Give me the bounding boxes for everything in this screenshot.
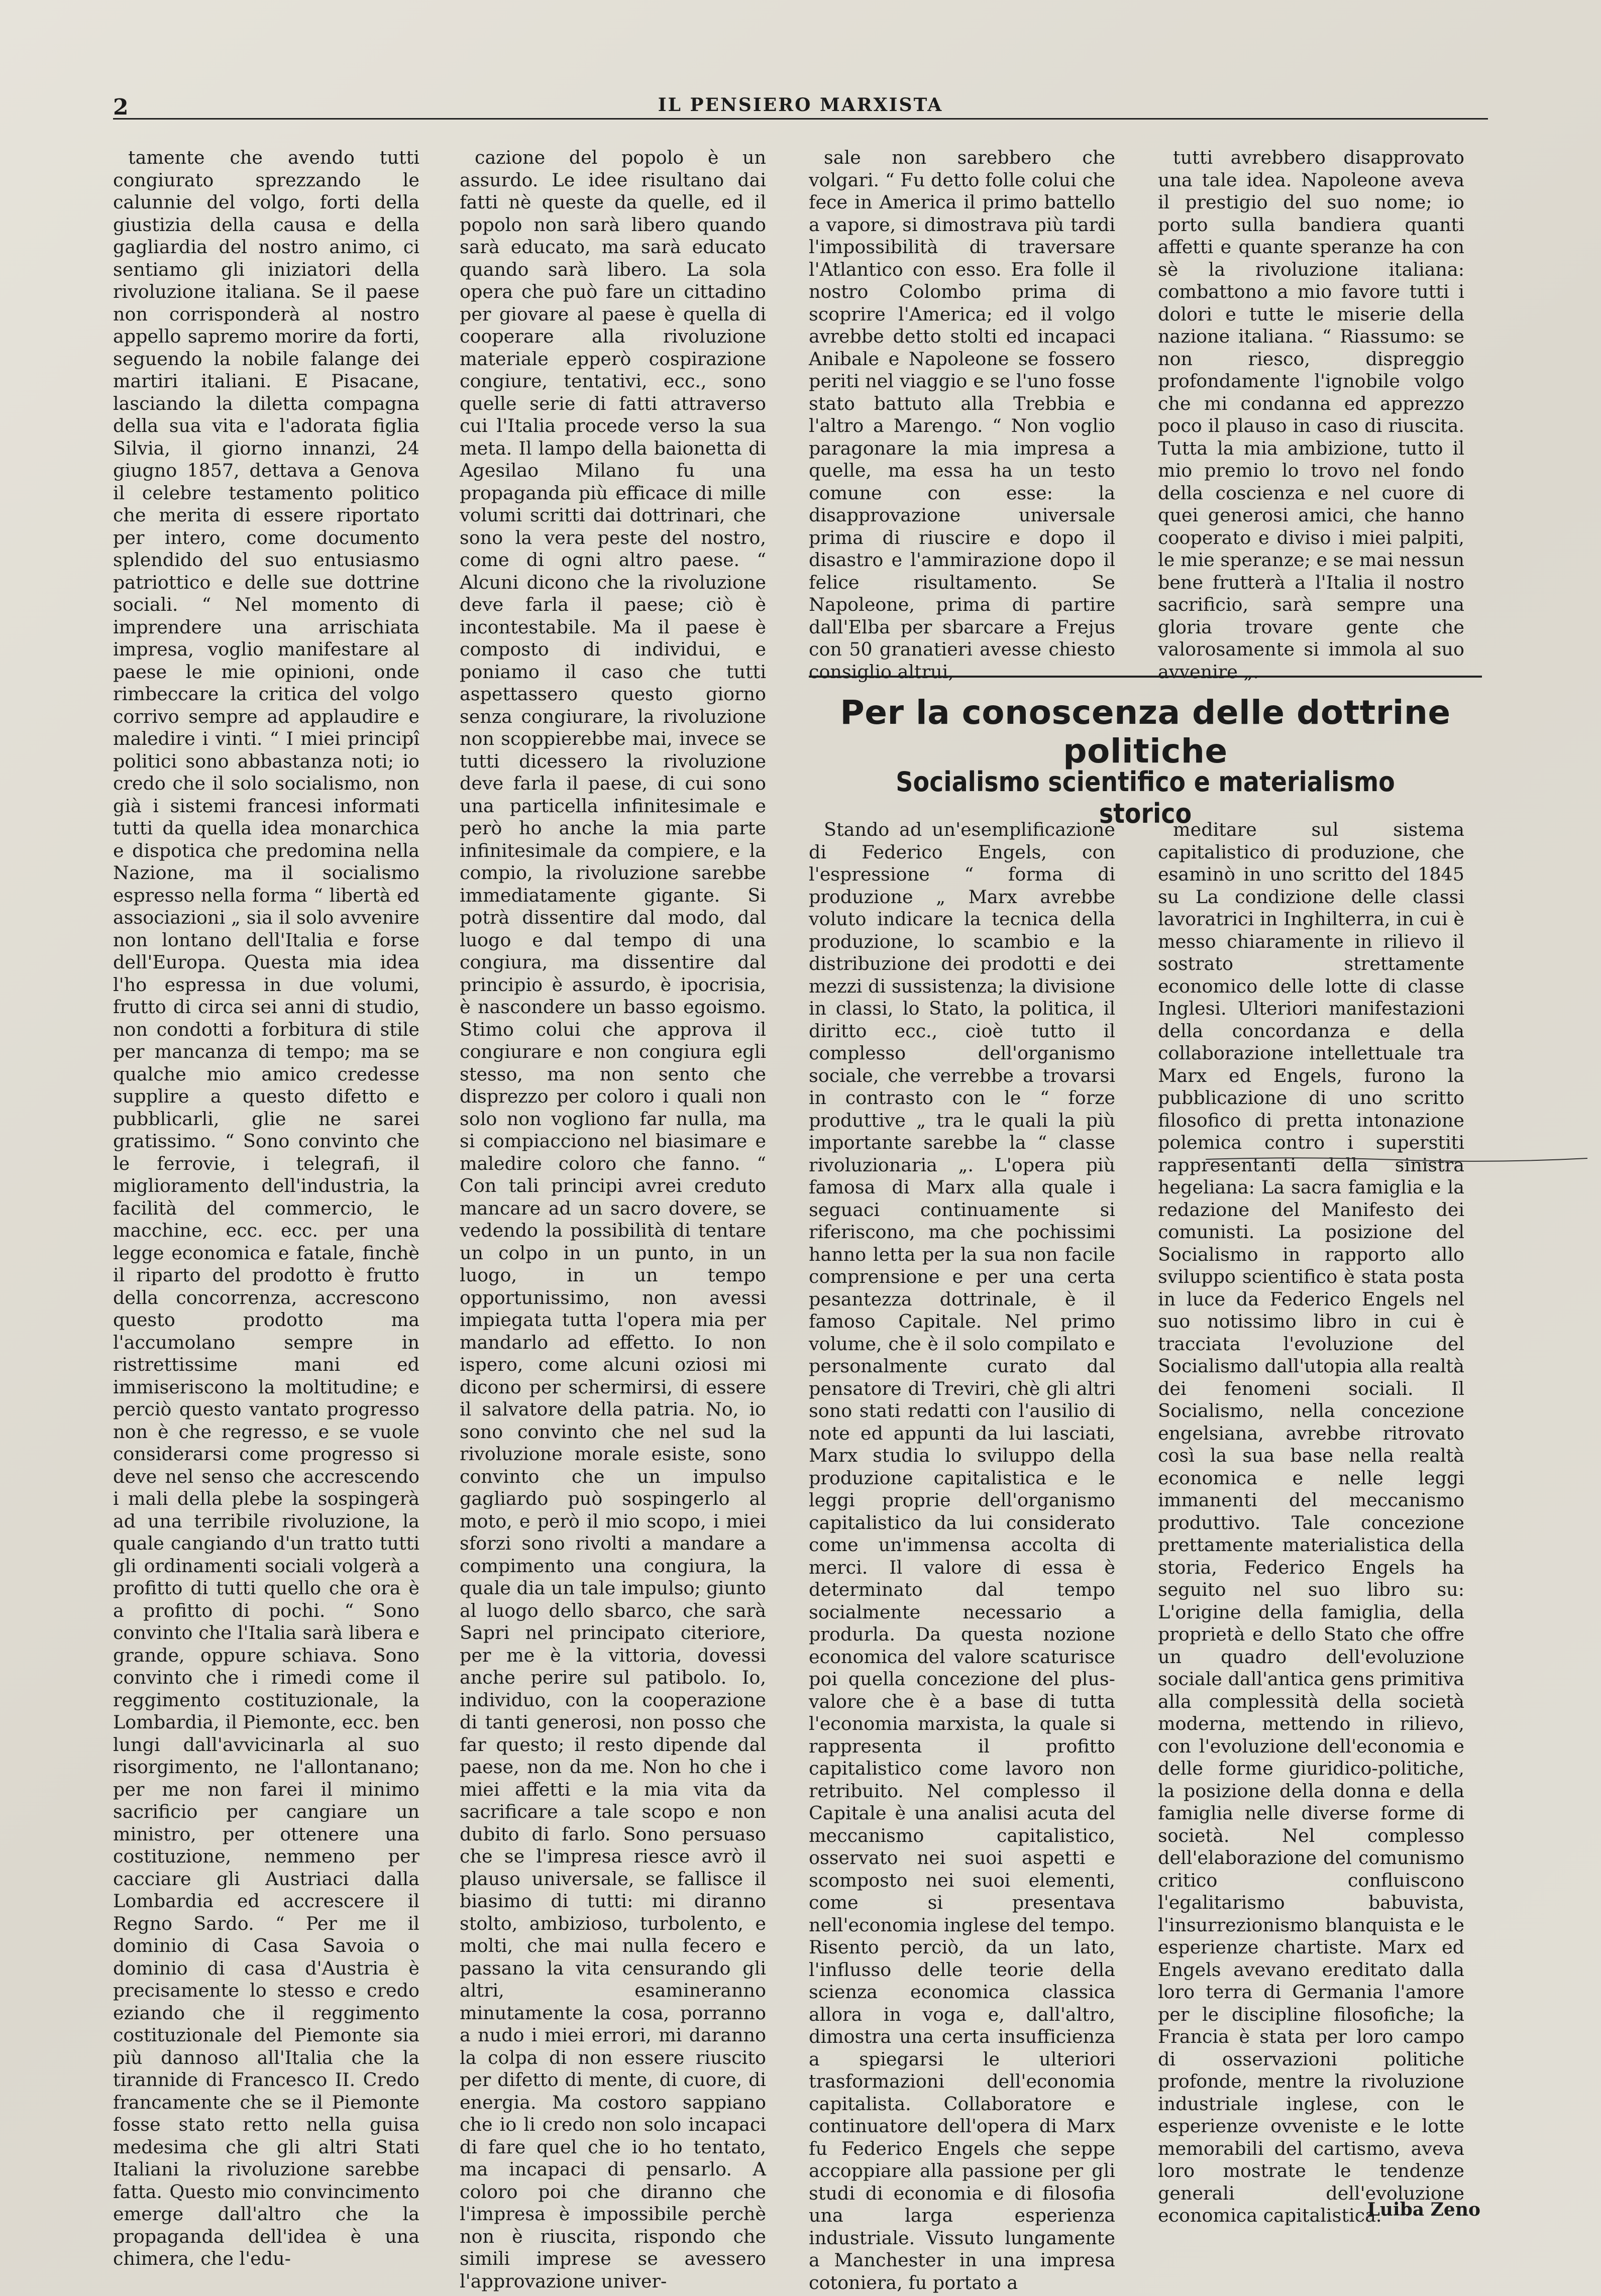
pisacane-column-3 (809, 147, 1115, 683)
page-number: 2 (113, 94, 129, 120)
pisacane-text-2: cazione del popolo è un assurdo. Le idee risultano dai fatti nè queste da quelle, ed il popolo non sarà libero quando sarà educato, ma sarà educato quando sarà libero. La sola opera che può fare un cittadino per giovare al paese è quella di cooperare alla rivoluzione materiale epperò cospirazione congiure, tentativi, ecc., sono quelle serie di fatti attraverso cui l'Italia procede verso la sua meta. Il lampo della baionetta di Agesilao Milano fu una propaganda più efficace di mille volumi scritti dai dottrinari, che sono la vera peste del nostro, come di ogni altro paese. “ Alcuni dicono che la rivoluzione deve farla il paese; ciò è incontestabile. Ma il paese è composto di individui, e poniamo il caso che tutti aspettassero questo giorno senza congiurare, la rivoluzione non scoppierebbe mai, invece se tutti dicessero la rivoluzione deve farla il paese, di cui sono una particella infinitesimale e però ho anche la mia parte infinitesimale da compiere, e la compio, la rivoluzione sarebbe immediatamente gigante. Si potrà dissentire dal modo, dal luogo e dal tempo di una congiura, ma dissentire dal principio è assurdo, è ipocrisia, è nascondere un basso egoismo. Stimo colui che approva il congiurare e non congiura egli stesso, ma non sento che disprezzo per coloro i quali non solo non vogliono far nulla, ma si compiacciono nel biasimare e maledire coloro che fanno. “ Con tali principi avrei creduto mancare ad un sacro dovere, se vedendo la possibilità di tentare un colpo in un punto, in un luogo, in un tempo opportunissimo, non avessi impiegata tutta l'opera mia per mandarlo ad effetto. Io non ispero, come alcuni oziosi mi dicono per schermirsi, di essere il salvatore della patria. No, io sono convinto che nel sud la rivoluzione morale esiste, sono convinto che un impulso gagliardo può sospingerlo al moto, e però il mio scopo, i miei sforzi sono rivolti a mandare a compimento una congiura, la quale dia un tale impulso; giunto al luogo dello sbarco, che sarà Sapri nel principato citeriore, per me è la vittoria, dovessi anche perire sul patibolo. Io, individuo, con la cooperazione di tanti generosi, non posso che far questo; il resto dipende dal paese, non da me. Non ho che i miei affetti e la mia vita da sacrificare a tale scopo e non dubito di farlo. Sono persuaso che se l'impresa riesce avrò il plauso universale, se fallisce il biasimo di tutti: mi diranno stolto, ambizioso, turbolento, e molti, che mai nulla fecero e passano la vita censurando gli altri, esamineranno minutamente la cosa, porranno a nudo i miei errori, mi daranno la colpa di non essere riuscito per difetto di mente, di cuore, di energia. Ma costoro sappiano che io li credo non solo incapaci di fare quel che io ho tentato, ma incapaci di pensarlo. A coloro poi che diranno che l'impresa è impossibile perchè non è riuscita, rispondo che simili imprese se avessero l'approvazione univer- (460, 147, 766, 2292)
pisacane-column-4 (1158, 147, 1464, 683)
doctrines-column-1 (809, 819, 1115, 2294)
doctrines-text-2: meditare sul sistema capitalistico di produzione, che esaminò in uno scritto del 1845 su La condizione delle classi lavoratrici in Inghilterra, in cui è messo chiaramente in rilievo il sostrato strettamente economico delle lotte di classe Inglesi. Ulteriori manifestazioni della concordanza e della collaborazione intellettuale tra Marx ed Engels, furono la pubblicazione di uno scritto filosofico di pretta intonazione polemica contro i superstiti rappresentanti della sinistra hegeliana: La sacra famiglia e la redazione del Manifesto dei comunisti. La posizione del Socialismo in rapporto allo sviluppo scientifico è stata posta in luce da Federico Engels nel suo notissimo libro in cui è tracciata l'evoluzione del Socialismo dall'utopia alla realtà dei fenomeni sociali. Il Socialismo, nella concezione engelsiana, avrebbe ritrovato così la sua base nella realtà economica e nelle leggi immanenti del meccanismo produttivo. Tale concezione prettamente materialistica della storia, Federico Engels ha seguito nel suo libro su: L'origine della famiglia, della proprietà e dello Stato che offre un quadro dell'evoluzione sociale dall'antica gens primitiva alla complessità della società moderna, mettendo in rilievo, con l'evoluzione dell'economia e delle forme giuridico-politiche, la posizione della donna e della famiglia nelle diverse forme di società. Nel complesso dell'elaborazione del comunismo critico confluiscono l'egalitarismo babuvista, l'insurrezionismo blanquista e le esperienze chartiste. Marx ed Engels avevano ereditato dalla loro terra di Germania l'amore per le discipline filosofiche; la Francia è stata per loro campo di osservazioni politiche profonde, mentre la rivoluzione industriale inglese, con le esperienze ovveniste e le lotte memorabili del cartismo, aveva loro mostrate le tendenze generali dell'evoluzione economica capitalistica. (1158, 819, 1464, 2226)
pisacane-text-3: sale non sarebbero che volgari. “ Fu detto folle colui che fece in America il primo battello a vapore, si dimostrava più tardi l'impossibilità di traversare l'Atlantico con esso. Era folle il nostro Colombo prima di scoprire l'America; ed il volgo avrebbe detto stolti ed incapaci Anibale e Napoleone se fossero periti nel viaggio e se l'uno fosse stato battuto alla Trebbia e l'altro a Marengo. “ Non voglio paragonare la mia impresa a quelle, ma essa ha un testo comune con esse: la disapprovazione universale prima di riuscire e dopo il disastro e l'ammirazione dopo il felice risultamento. Se Napoleone, prima di partire dall'Elba per sbarcare a Frejus con 50 granatieri avesse chiesto consiglio altrui, (809, 147, 1115, 683)
doctrines-text-1: Stando ad un'esemplificazione di Federico Engels, con l'espressione “ forma di produzione „ Marx avrebbe voluto indicare la tecnica della produzione, lo scambio e la distribuzione dei prodotti e dei mezzi di sussistenza; la divisione in classi, lo Stato, la politica, il diritto ecc., cioè tutto il complesso dell'organismo sociale, che verrebbe a trovarsi in contrasto con le “ forze produttive „ tra le quali la più importante sarebbe la “ classe rivoluzionaria „. L'opera più famosa di Marx alla quale i seguaci continuamente si riferiscono, ma che pochissimi hanno letta per la sua non facile comprensione e per una certa pesantezza dottrinale, è il famoso Capitale. Nel primo volume, che è il solo compilato e personalmente curato dal pensatore di Treviri, chè gli altri sono stati redatti con l'ausilio di note ed appunti da lui lasciati, Marx studia lo sviluppo della produzione capitalistica e le leggi proprie dell'organismo capitalistico da lui considerato come un'immensa accolta di merci. Il valore di essa è determinato dal tempo socialmente necessario a produrla. Da questa nozione economica del valore scaturisce poi quella concezione del plus-valore che è a base di tutta l'economia marxista, la quale si rappresenta il profitto capitalistico come lavoro non retribuito. Nel complesso il Capitale è una analisi acuta del meccanismo capitalistico, osservato nei suoi aspetti e scomposto nei suoi elementi, come si presentava nell'economia inglese del tempo. Risento perciò, da un lato, l'influsso delle teorie della scienza economica classica allora in voga e, dall'altro, dimostra una certa insufficienza a spiegarsi le ulteriori trasformazioni dell'economia capitalista. Collaboratore e continuatore dell'opera di Marx fu Federico Engels che seppe accoppiare alla passione per gli studi di economia e di filosofia una larga esperienza industriale. Vissuto lungamente a Manchester in una impresa cotoniera, fu portato a (809, 819, 1115, 2293)
section-divider (809, 676, 1482, 678)
section-title: Per la conoscenza delle dottrine politiche (840, 693, 1451, 771)
running-title: IL PENSIERO MARXISTA (658, 94, 943, 116)
pisacane-text-1: tamente che avendo tutti congiurato sprezzando le calunnie del volgo, forti della giustizia della causa e della gagliardia del nostro animo, ci sentiamo gli iniziatori della rivoluzione italiana. Se il paese non corrisponderà al nostro appello sapremo morire da forti, seguendo la nobile falange dei martiri italiani. E Pisacane, lasciando la diletta compagna della sua vita e l'adorata figlia Silvia, il giorno innanzi, 24 giugno 1857, dettava a Genova il celebre testamento politico che merita di essere riportato per intero, come documento splendido del suo entusiasmo patriottico e delle sue dottrine sociali. “ Nel momento di imprendere una arrischiata impresa, voglio manifestare al paese le mie opinioni, onde rimbeccare la critica del volgo corrivo sempre ad applaudire e maledire i vinti. “ I miei principî politici sono abbastanza noti; io credo che il solo socialismo, non già i sistemi francesi informati tutti da quella idea monarchica e dispotica che predomina nella Nazione, ma il socialismo espresso nella forma “ libertà ed associazioni „ sia il solo avvenire non lontano dell'Italia e forse dell'Europa. Questa mia idea l'ho espressa in due volumi, frutto di circa sei anni di studio, non condotti a forbitura di stile per mancanza di tempo; ma se qualche mio amico credesse supplire a questo difetto e pubblicarli, glie ne sarei gratissimo. “ Sono convinto che le ferrovie, i telegrafi, il miglioramento dell'industria, la facilità del commercio, le macchine, ecc. ecc. per una legge economica e fatale, finchè il riparto del prodotto è frutto della concorrenza, accrescono questo prodotto ma l'accumolano sempre in ristrettissime mani ed immiseriscono la moltitudine; e perciò questo vantato progresso non è che regresso, e se vuole considerarsi come progresso si deve nel senso che accrescendo i mali della plebe la sospingerà ad una terribile rivoluzione, la quale cangiando d'un tratto tutti gli ordinamenti sociali volgerà a profitto di tutti quello che ora è a profitto di pochi. “ Sono convinto che l'Italia sarà libera e grande, oppure schiava. Sono convinto che i rimedi come il reggimento costituzionale, la Lombardia, il Piemonte, ecc. ben lungi dall'avvicinarla al suo risorgimento, ne l'allontanano; per me non farei il minimo sacrificio per cangiare un ministro, per ottenere una costituzione, nemmeno per cacciare gli Austriaci dalla Lombardia ed accrescere il Regno Sardo. “ Per me il dominio di Casa Savoia o dominio di casa d'Austria è precisamente lo stesso e credo eziando che il reggimento costituzionale del Piemonte sia più dannoso all'Italia che la tirannide di Francesco II. Credo francamente che se il Piemonte fosse stato retto nella guisa medesima che gli altri Stati Italiani la rivoluzione sarebbe fatta. Questo mio convincimento emerge dall'altro che la propaganda dell'idea è una chimera, che l'edu- (113, 147, 419, 2269)
pisacane-column-2 (460, 147, 766, 2292)
pencil-mark (1206, 1155, 1587, 1163)
article-subtitle: Socialismo scientifico e materialismo storico (896, 766, 1395, 829)
pisacane-text-4: tutti avrebbero disapprovato una tale idea. Napoleone aveva il prestigio del suo nome; io porto sulla bandiera quanti affetti e quante speranze ha con sè la rivoluzione italiana: combattono a mio favore tutti i dolori e tutte le miserie della nazione italiana. “ Riassumo: se non riesco, dispreggio profondamente l'ignobile volgo che mi condanna ed apprezzo poco il plauso in caso di riuscita. Tutta la mia ambizione, tutto il mio premio lo trovo nel fondo della coscienza e nel cuore di quei generosi amici, che hanno cooperato e diviso i miei palpiti, le mie speranze; e se mai nessun bene frutterà a l'Italia il nostro sacrificio, sarà sempre una gloria trovare gente che valorosamente si immola al suo avvenire „. (1158, 147, 1464, 683)
doctrines-column-2 (1158, 819, 1464, 2227)
pisacane-column-1 (113, 147, 419, 2270)
author-signature: Luiba Zeno (1367, 2199, 1480, 2220)
header-rule (113, 118, 1488, 120)
